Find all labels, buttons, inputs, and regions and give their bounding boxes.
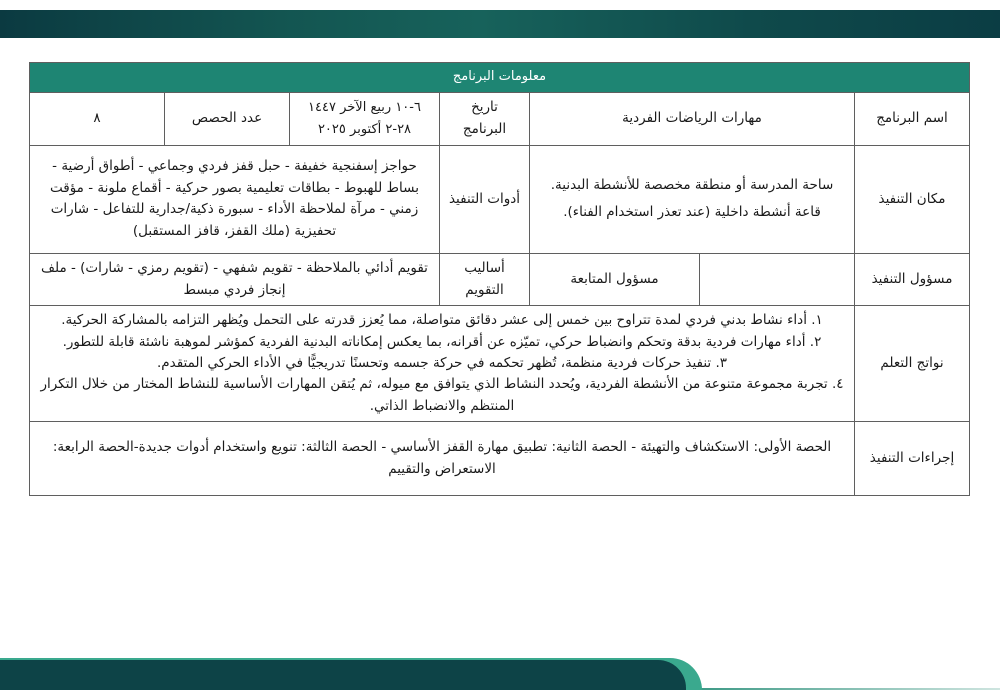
learning-outcome-1: ١. أداء نشاط بدني فردي لمدة تتراوح بين خمس إلى عشر دقائق متواصلة، مما يُعزز قدرته على التحمل ويُظهر التزامه بالمشاركة الحركية. — [61, 312, 823, 329]
procedures-label: إجراءات التنفيذ — [855, 422, 970, 496]
table-title-row — [29, 63, 969, 93]
row-procedures — [29, 422, 969, 496]
location-line2: قاعة أنشطة داخلية (عند تعذر استخدام الفناء). — [563, 204, 821, 221]
sessions-count-label: عدد الحصص — [165, 92, 290, 145]
table-title: معلومات البرنامج — [29, 63, 969, 93]
footer-ribbon — [0, 660, 686, 690]
top-decor-bar — [0, 10, 1000, 38]
tools-label: أدوات التنفيذ — [440, 145, 530, 253]
row-location-tools — [29, 145, 969, 253]
location-label: مكان التنفيذ — [855, 145, 970, 253]
implementation-manager-label: مسؤول التنفيذ — [855, 253, 970, 305]
followup-manager-label: مسؤول المتابعة — [530, 253, 700, 305]
evaluation-methods-value: تقويم أدائي بالملاحظة - تقويم شفهي - (تقويم رمزي - شارات) - ملف إنجاز فردي مبسط — [29, 253, 439, 305]
program-name-label: اسم البرنامج — [855, 92, 970, 145]
row-learning-outcomes — [29, 306, 969, 422]
learning-outcome-3: ٣. تنفيذ حركات فردية منظمة، تُظهر تحكمه في حركة جسمه وتحسنًا تدريجيًّا في الأداء الحركي المتقدم. — [156, 355, 728, 371]
learning-outcomes-value — [29, 306, 854, 422]
implementation-manager-value — [700, 253, 855, 305]
program-date-label: تاريخ البرنامج — [440, 92, 530, 145]
program-date-value — [290, 92, 440, 145]
program-info-table — [29, 62, 970, 496]
program-date-gregorian: ٢٨-٢ أكتوبر ٢٠٢٥ — [317, 121, 412, 137]
learning-outcome-2: ٢. أداء مهارات فردية بدقة وتحكم وانضباط حركي، تميّزه عن أقرانه، بما يعكس إمكاناته البدنية الفردية كمؤشر لموهبة ناشئة قابلة للتطور. — [62, 333, 822, 350]
location-line1: ساحة المدرسة أو منطقة مخصصة للأنشطة البدنية. — [550, 177, 834, 194]
evaluation-methods-label: أساليب التقويم — [440, 253, 530, 305]
location-value — [530, 145, 855, 253]
tools-value: حواجز إسفنجية خفيفة - حبل قفز فردي وجماعي - أطواق أرضية - بساط للهبوط - بطاقات تعليمية بصور حركية - أقماع ملونة - مؤقت زمني - مرآة لملاحظة الأداء - سبورة ذكية/جدارية للتفاعل - شارات تحفيزية (ملك القفز، قافز المستقبل) — [29, 145, 439, 253]
program-name-value: مهارات الرياضات الفردية — [530, 92, 855, 145]
sessions-count-value: ٨ — [29, 92, 164, 145]
row-managers-evaluation — [29, 253, 969, 305]
procedures-value: الحصة الأولى: الاستكشاف والتهيئة - الحصة الثانية: تطبيق مهارة القفز الأساسي - الحصة الثالثة: تنويع واستخدام أدوات جديدة-الحصة الرابعة: الاستعراض والتقييم — [29, 422, 854, 496]
learning-outcomes-label: نواتج التعلم — [855, 306, 970, 422]
learning-outcome-4: ٤. تجربة مجموعة متنوعة من الأنشطة الفردية، ويُحدد النشاط الذي يتوافق مع ميوله، ثم يُتقن المهارات الأساسية للنشاط المختار من خلال التكرار المنتظم والانضباط الذاتي. — [40, 376, 844, 414]
row-program-info — [29, 92, 969, 145]
program-date-hijri: ٦-١٠ ربيع الآخر ١٤٤٧ — [308, 99, 421, 115]
